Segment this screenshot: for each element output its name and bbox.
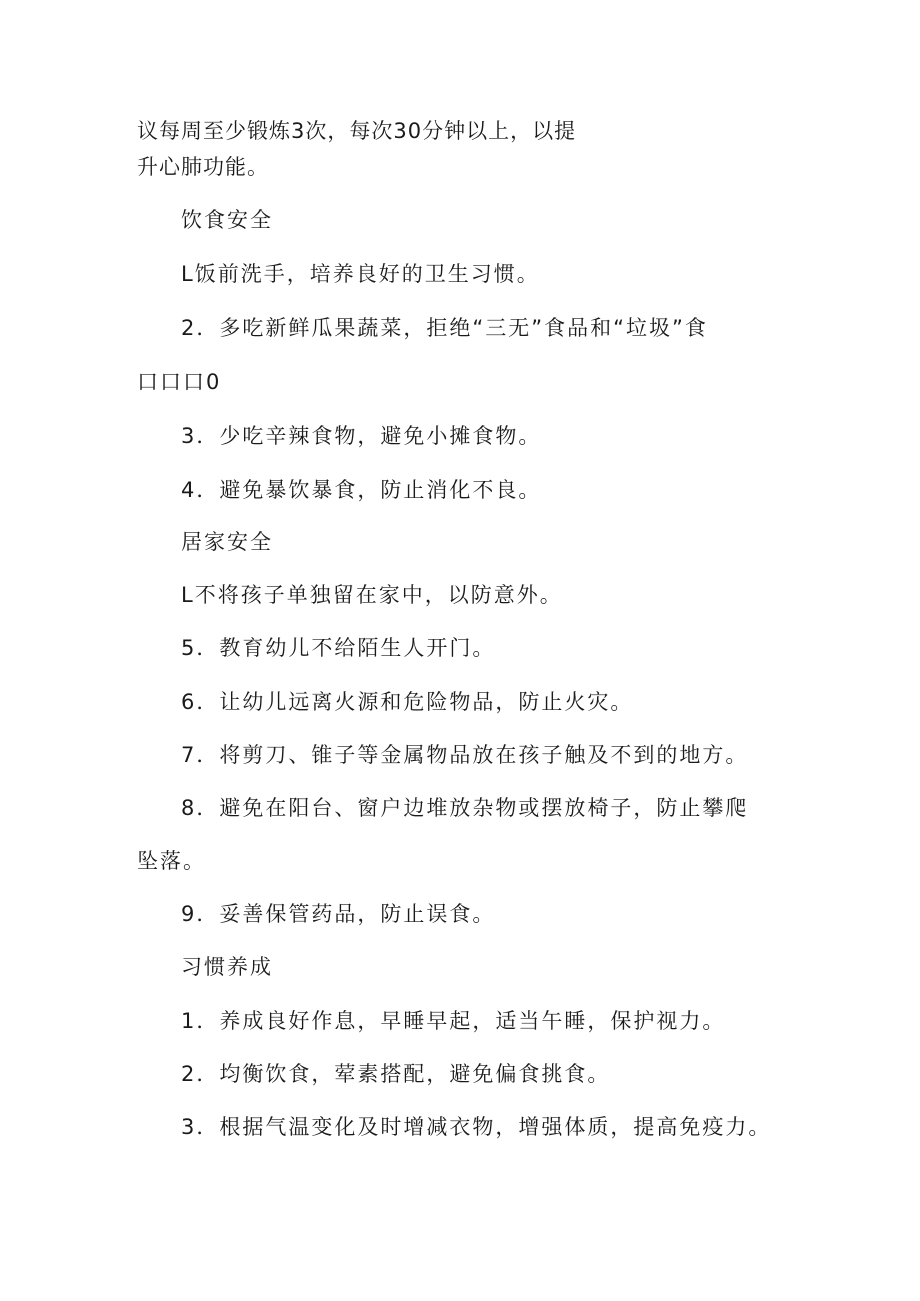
list-item-habit-1: 1．养成良好作息，早睡早起，适当午睡，保护视力。: [181, 1009, 726, 1033]
list-item-food-2-continuation: 口口口0: [137, 370, 222, 394]
list-item-home-9: 9．妥善保管药品，防止误食。: [181, 902, 496, 926]
list-item-food-4: 4．避免暴饮暴食，防止消化不良。: [181, 478, 542, 502]
list-item-habit-2: 2．均衡饮食，荤素搭配，避免偏食挑食。: [181, 1062, 611, 1086]
paragraph-continuation-line-1: 议每周至少锻炼3次，每次30分钟以上，以提: [137, 119, 577, 143]
list-item-food-1: L饭前洗手，培养良好的卫生习惯。: [181, 262, 540, 286]
paragraph-continuation-line-2: 升心肺功能。: [137, 155, 269, 179]
list-item-food-2: 2．多吃新鲜瓜果蔬菜，拒绝“三无”食品和“垃圾”食: [181, 316, 708, 340]
list-item-home-7: 7．将剪刀、锥子等金属物品放在孩子触及不到的地方。: [181, 743, 749, 767]
list-item-home-8-continuation: 坠落。: [137, 849, 206, 873]
section-heading-home-safety: 居家安全: [181, 530, 273, 554]
list-item-home-5: 5．教育幼儿不给陌生人开门。: [181, 636, 496, 660]
list-item-food-3: 3．少吃辛辣食物，避免小摊食物。: [181, 424, 542, 448]
list-item-habit-3: 3．根据气温变化及时增减衣物，增强体质，提高免疫力。: [181, 1115, 772, 1139]
section-heading-food-safety: 饮食安全: [181, 208, 273, 232]
section-heading-habits: 习惯养成: [181, 955, 273, 979]
list-item-home-1: L不将孩子单独留在家中，以防意外。: [181, 583, 563, 607]
list-item-home-8: 8．避免在阳台、窗户边堆放杂物或摆放椅子，防止攀爬: [181, 796, 749, 820]
list-item-home-6: 6．让幼儿远离火源和危险物品，防止火灾。: [181, 690, 634, 714]
